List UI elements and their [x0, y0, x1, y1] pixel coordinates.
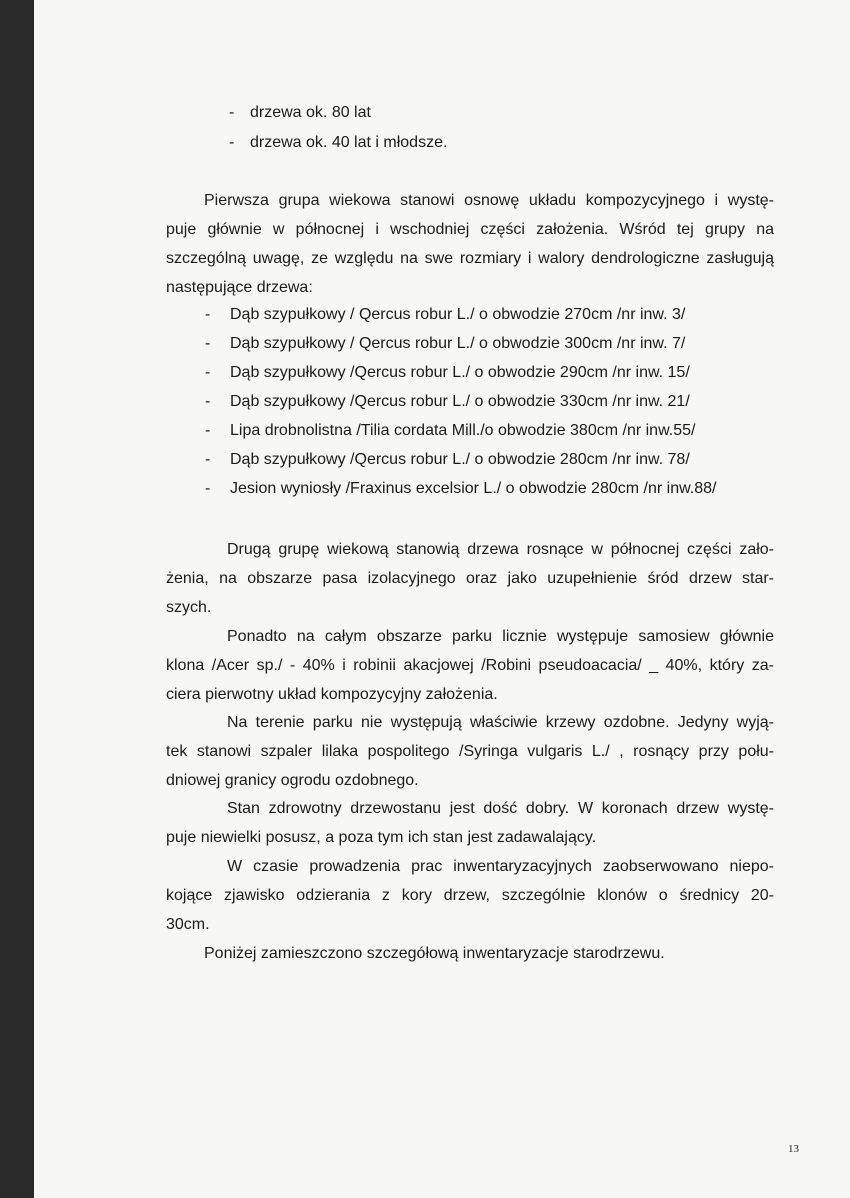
text-line: kojące zjawisko odzierania z kory drzew, szczególnie klonów o średnicy 20- — [166, 887, 774, 904]
list-item — [205, 363, 765, 383]
list-item — [205, 334, 765, 354]
text-line: szych. — [166, 599, 212, 616]
text-line: Drugą grupę wiekową stanowią drzewa rosnące w północnej części zało- — [227, 541, 774, 558]
document-page — [34, 0, 850, 1198]
paragraph-1 — [166, 186, 774, 302]
text-line: puje głównie w północnej i wschodniej części założenia. Wśród tej grupy na — [166, 221, 774, 238]
list-item — [205, 392, 765, 412]
list-item-text: Dąb szypułkowy / Qercus robur L./ o obwodzie 270cm /nr inw. 3/ — [230, 306, 686, 323]
list-item-text: Dąb szypułkowy / Qercus robur L./ o obwodzie 300cm /nr inw. 7/ — [230, 335, 686, 352]
list-item-text: Lipa drobnolistna /Tilia cordata Mill./o obwodzie 380cm /nr inw.55/ — [230, 422, 696, 439]
bullet-dash: - — [205, 480, 211, 497]
text-line: W czasie prowadzenia prac inwentaryzacyjnych zaobserwowano niepo- — [227, 858, 774, 875]
text-line: żenia, na obszarze pasa izolacyjnego oraz jako uzupełnienie śród drzew star- — [166, 570, 774, 587]
bullet-dash: - — [205, 393, 211, 410]
text-line: tek stanowi szpaler lilaka pospolitego /Syringa vulgaris L./ , rosnący przy połu- — [166, 743, 774, 760]
paragraph-3 — [166, 622, 774, 709]
bullet-dash: - — [205, 422, 211, 439]
bullet-dash: - — [205, 335, 211, 352]
bullet-dash: - — [229, 104, 235, 121]
paragraph-4 — [166, 708, 774, 795]
page-number: 13 — [788, 1143, 799, 1155]
text-line: następujące drzewa: — [166, 279, 313, 296]
list-item — [229, 133, 629, 153]
list-item-text: Dąb szypułkowy /Qercus robur L./ o obwodzie 330cm /nr inw. 21/ — [230, 393, 690, 410]
bullet-dash: - — [205, 451, 211, 468]
list-item — [205, 450, 765, 470]
paragraph-6 — [166, 852, 774, 939]
bullet-dash: - — [205, 364, 211, 381]
paragraph-2 — [166, 535, 774, 622]
text-line: Stan zdrowotny drzewostanu jest dość dobry. W koronach drzew wystę- — [227, 800, 774, 817]
bullet-dash: - — [229, 134, 235, 151]
text-line: klona /Acer sp./ - 40% i robinii akacjowej /Robini pseudoacacia/ _ 40%, który za- — [166, 657, 774, 674]
list-item — [229, 103, 629, 123]
list-item — [205, 479, 765, 499]
paragraph-7 — [166, 939, 774, 968]
list-item-text: drzewa ok. 80 lat — [250, 104, 371, 121]
text-line: Poniżej zamieszczono szczegółową inwentaryzacje starodrzewu. — [204, 945, 665, 962]
text-line: Na terenie parku nie występują właściwie krzewy ozdobne. Jedyny wyją- — [227, 714, 774, 731]
text-line: 30cm. — [166, 916, 210, 933]
text-line: szczególną uwagę, ze względu na swe rozmiary i walory dendrologiczne zasługują — [166, 250, 774, 267]
list-item — [205, 421, 765, 441]
list-item-text: Dąb szypułkowy /Qercus robur L./ o obwodzie 290cm /nr inw. 15/ — [230, 364, 690, 381]
text-line: Ponadto na całym obszarze parku licznie występuje samosiew głównie — [227, 628, 774, 645]
text-line: Pierwsza grupa wiekowa stanowi osnowę układu kompozycyjnego i wystę- — [204, 192, 774, 209]
paragraph-5 — [166, 794, 774, 852]
text-line: ciera pierwotny układ kompozycyjny założenia. — [166, 686, 498, 703]
list-item-text: Dąb szypułkowy /Qercus robur L./ o obwodzie 280cm /nr inw. 78/ — [230, 451, 690, 468]
list-item-text: Jesion wyniosły /Fraxinus excelsior L./ o obwodzie 280cm /nr inw.88/ — [230, 480, 717, 497]
text-line: puje niewielki posusz, a poza tym ich stan jest zadawalający. — [166, 829, 597, 846]
list-item — [205, 305, 765, 325]
list-item-text: drzewa ok. 40 lat i młodsze. — [250, 134, 448, 151]
bullet-dash: - — [205, 306, 211, 323]
text-line: dniowej granicy ogrodu ozdobnego. — [166, 772, 419, 789]
